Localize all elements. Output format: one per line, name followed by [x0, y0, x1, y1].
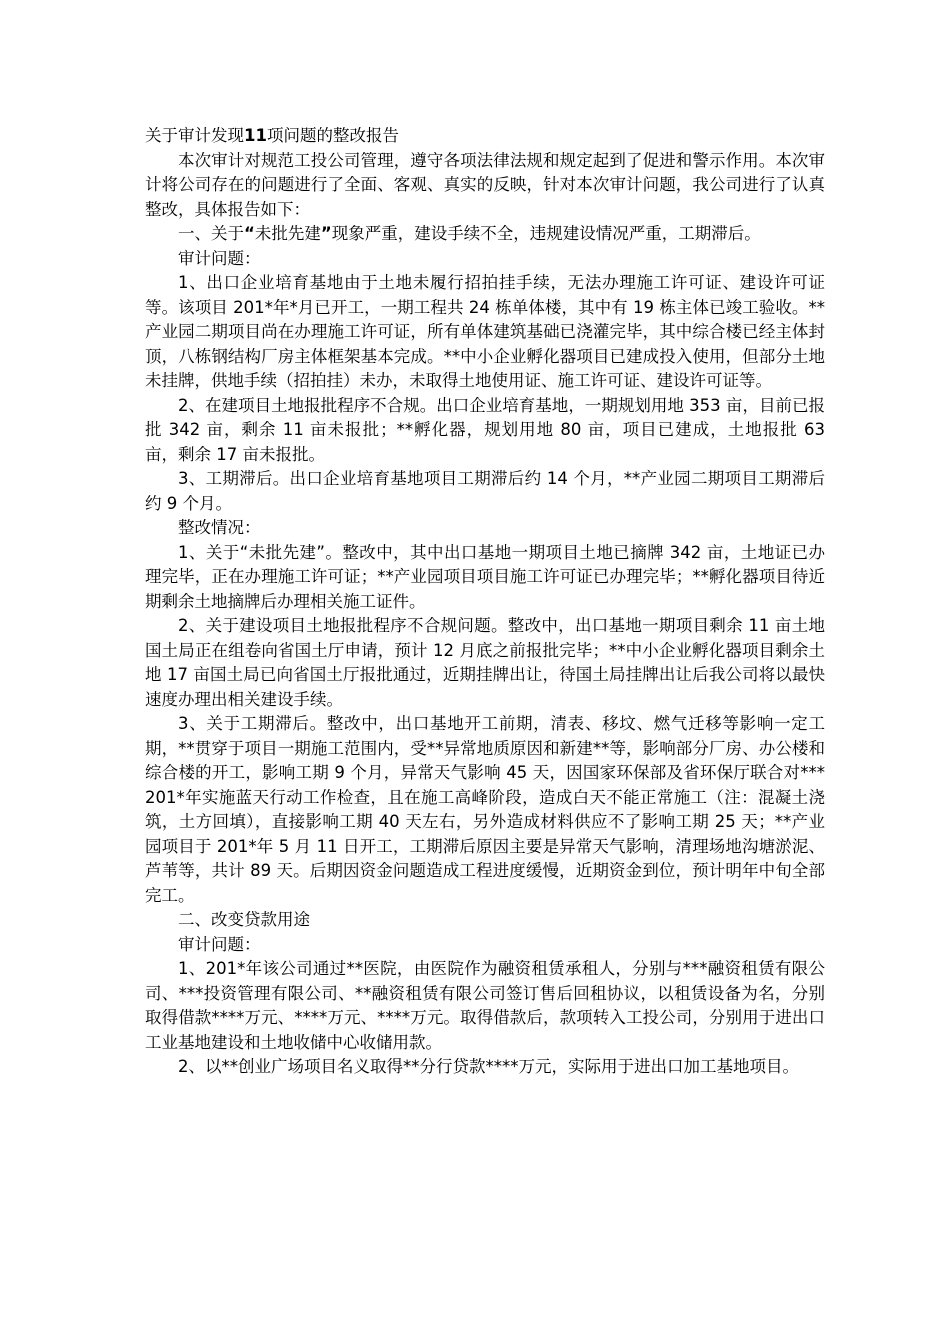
section-1-heading-prefix: 一、关于 [178, 224, 244, 243]
title-prefix: 关于审计发现 [145, 126, 244, 145]
section-1-fix-item-3: 3、关于工期滞后。整改中，出口基地开工前期，清表、移坟、燃气迁移等影响一定工期，**贯穿于项目一期施工范围内，受**异常地质原因和新建**等，影响部分厂房、办公楼和综合楼的开工，影响工期 9 个月，异常天气影响 45 天，因国家环保部及省环保厅联合对***201*年实施蓝天行动工作检查，且在施工高峰阶段，造成白天不能正常施工（注：混凝土浇筑，土方回填），直接影响工期 40 天左右，另外造成材料供应不了影响工期 25 天；**产业园项目于 201*年 5 月 11 日开工，工期滞后原因主要是异常天气影响，清理场地沟塘淤泥、芦苇等，共计 89 天。后期因资金问题造成工程进度缓慢，近期资金到位，预计明年中旬全部完工。 [145, 714, 825, 905]
title-suffix: 项问题的整改报告 [266, 126, 399, 145]
document-page [145, 124, 825, 1080]
document-title [145, 124, 825, 149]
section-1-heading-term: 未批先建 [254, 224, 321, 243]
section-1-audit-heading: 审计问题： [178, 248, 261, 268]
section-1-audit-item-3: 3、工期滞后。出口企业培育基地项目工期滞后约 14 个月，**产业园二期项目工期滞后约 9 个月。 [145, 469, 825, 513]
section-2-audit-heading: 审计问题： [178, 934, 261, 954]
section-1-audit-item-1: 1、出口企业培育基地由于土地未履行招拍挂手续，无法办理施工许可证、建设许可证等。该项目 201*年*月已开工，一期工程共 24 栋单体楼，其中有 19 栋主体已竣工验收。**产业园二期项目尚在办理施工许可证，所有单体建筑基础已浇灌完毕，其中综合楼已经主体封顶，八栋钢结构厂房主体框架基本完成。**中小企业孵化器项目已建成投入使用，但部分土地未挂牌，供地手续（招拍挂）未办，未取得土地使用证、施工许可证、建设许可证等。 [145, 273, 825, 390]
section-2-audit-item-1: 1、201*年该公司通过**医院，由医院作为融资租赁承租人，分别与***融资租赁有限公司、***投资管理有限公司、**融资租赁有限公司签订售后回租协议，以租赁设备为名，分别取得借款****万元、****万元、****万元。取得借款后，款项转入工投公司，分别用于进出口工业基地建设和土地收储中心收储用款。 [145, 959, 825, 1052]
title-number: 11 [244, 126, 267, 145]
section-1-open-quote: “ [244, 224, 255, 243]
intro-paragraph: 本次审计对规范工投公司管理，遵守各项法律法规和规定起到了促进和警示作用。本次审计将公司存在的问题进行了全面、客观、真实的反映，针对本次审计问题，我公司进行了认真整改，具体报告如下： [145, 150, 825, 219]
section-1-fix-item-1: 1、关于“未批先建”。整改中，其中出口基地一期项目土地已摘牌 342 亩，土地证已办理完毕，正在办理施工许可证；**产业园项目项目施工许可证已办理完毕；**孵化器项目待近期剩余土地摘牌后办理相关施工证件。 [145, 542, 825, 611]
section-1-fix-item-2: 2、关于建设项目土地报批程序不合规问题。整改中，出口基地一期项目剩余 11 亩土地国土局正在组卷向省国土厅申请，预计 12 月底之前报批完毕；**中小企业孵化器项目剩余土地 17 亩国土局已向省国土厅报批通过，近期挂牌出让，待国土局挂牌出让后我公司将以最快速度办理出相关建设手续。 [145, 616, 825, 709]
section-2-heading: 二、改变贷款用途 [178, 910, 310, 929]
section-1-heading [145, 222, 825, 247]
section-1-fix-heading: 整改情况： [178, 518, 261, 537]
section-1-audit-item-2: 2、在建项目土地报批程序不合规。出口企业培育基地，一期规划用地 353 亩，目前已报批 342 亩，剩余 11 亩未报批；**孵化器，规划用地 80 亩，项目已建成，土地报批 63 亩，剩余 17 亩未报批。 [145, 395, 825, 464]
section-1-close-quote: ” [320, 224, 332, 243]
section-1-heading-suffix: 现象严重，建设手续不全，违规建设情况严重，工期滞后。 [331, 224, 761, 243]
section-2-audit-item-2: 2、以**创业广场项目名义取得**分行贷款****万元，实际用于进出口加工基地项目。 [178, 1057, 799, 1076]
